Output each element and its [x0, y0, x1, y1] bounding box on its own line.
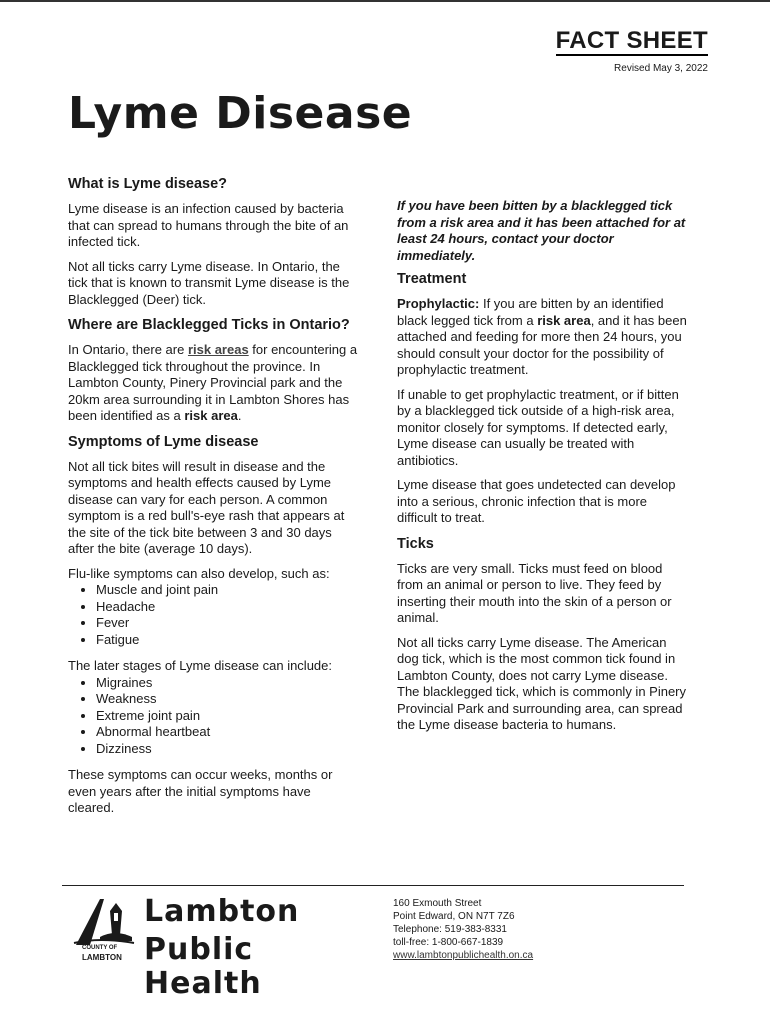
prophylactic-paragraph — [397, 296, 687, 379]
logo-text-lambton: Lambton — [144, 894, 300, 929]
later-symptoms-list — [68, 675, 358, 758]
logo-text-public-health: Public Health — [144, 932, 262, 1001]
ticks-paragraph-1: Ticks are very small. Ticks must feed on blood from an animal or person to live. They feed by inserting their mouth into the skin of a person or animal. — [397, 560, 672, 625]
lambton-public-health-logo — [70, 893, 360, 1001]
where-risk-area-bold: risk area — [184, 408, 238, 423]
county-of-label: COUNTY OF — [82, 945, 118, 951]
flu-symptoms-list — [68, 582, 358, 648]
bite-callout: If you have been bitten by a blacklegged tick from a risk area and it has been attached for at least 24 hours, contact your doctor immediately. — [397, 198, 686, 263]
county-name-label: LAMBTON — [82, 953, 122, 962]
flu-intro: Flu-like symptoms can also develop, such as: — [68, 565, 330, 581]
where-paragraph — [68, 342, 358, 425]
where-text-mid: for encountering a Blacklegged tick throughout the province. In Lambton County, Pinery Provincial park and the 20km area surrounding it in Lambton Shores has been identified as a — [68, 342, 358, 423]
contact-address-block — [393, 897, 533, 962]
where-text-pre: In Ontario, there are — [68, 342, 188, 357]
list-item: • Dizziness — [96, 741, 358, 758]
list-item: • Weakness — [96, 691, 358, 708]
unable-paragraph: If unable to get prophylactic treatment, or if bitten by a blacklegged tick outside of a high-risk area, monitor closely for symptoms. If detected early, Lyme disease can usually be treated with antibiotics. — [397, 386, 679, 468]
phone-number: Telephone: 519-383-8331 — [393, 924, 507, 935]
list-item: • Headache — [96, 599, 358, 616]
list-item: • Abnormal heartbeat — [96, 724, 358, 741]
weeks-paragraph: These symptoms can occur weeks, months or even years after the initial symptoms have cleared. — [68, 767, 333, 815]
symptoms-paragraph: Not all tick bites will result in disease and the symptoms and health effects caused by Lyme disease can vary for each person. A common symptom is a red bull's-eye rash that appears at the site of the tick bite between 3 and 30 days after the bite (average 10 days). — [68, 458, 345, 556]
list-item: • Fatigue — [96, 632, 358, 649]
list-item: • Migraines — [96, 675, 358, 692]
address-street: 160 Exmouth Street — [393, 898, 482, 909]
top-border-line — [0, 0, 770, 2]
website-link[interactable]: www.lambtonpublichealth.on.ca — [393, 950, 534, 961]
prophylactic-risk-area-bold: risk area — [537, 312, 591, 328]
what-paragraph-2: Not all ticks carry Lyme disease. In Ontario, the tick that is known to transmit Lyme disease is the Blacklegged (Deer) tick. — [68, 258, 350, 307]
where-text-end: . — [237, 408, 242, 423]
heading-symptoms: Symptoms of Lyme disease — [68, 433, 259, 450]
list-item: • Fever — [96, 615, 358, 632]
tollfree-number: toll-free: 1-800-667-1839 — [393, 937, 504, 948]
fact-sheet-label: FACT SHEET — [555, 27, 708, 54]
prophylactic-text-b: , and it has been attached and feeding for more then 24 hours, you should consult your doctor for the possibility of prophylactic treatment. — [397, 312, 687, 377]
list-item: • Extreme joint pain — [96, 708, 358, 725]
left-column — [68, 175, 358, 825]
heading-ticks: Ticks — [397, 535, 434, 552]
page-title: Lyme Disease — [68, 88, 413, 139]
county-emblem-icon — [70, 893, 136, 949]
revised-date: Revised May 3, 2022 — [614, 63, 708, 74]
undetected-paragraph: Lyme disease that goes undetected can develop into a serious, chronic infection that is more difficult to treat. — [397, 477, 676, 525]
ticks-paragraph-2: Not all ticks carry Lyme disease. The American dog tick, which is the most common tick found in Lambton County, does not carry Lyme disease. The blacklegged tick, which is commonly in Pinery Provincial Park and surrounding area, can spread the Lyme disease bacteria to humans. — [397, 634, 687, 732]
prophylactic-text-a: If you are bitten by an identified black legged tick from a — [397, 296, 664, 328]
later-intro: The later stages of Lyme disease can include: — [68, 658, 332, 673]
prophylactic-label: Prophylactic: — [397, 296, 480, 311]
heading-where-ticks: Where are Blacklegged Ticks in Ontario? — [68, 317, 350, 333]
heading-treatment: Treatment — [397, 271, 467, 287]
footer-divider — [62, 885, 684, 886]
list-item: • Muscle and joint pain — [96, 582, 358, 599]
heading-what-is-lyme: What is Lyme disease? — [68, 176, 228, 192]
right-column — [397, 198, 687, 742]
risk-areas-link[interactable]: risk areas — [187, 342, 249, 357]
what-paragraph-1: Lyme disease is an infection caused by bacteria that can spread to humans through the bite of an infected tick. — [68, 201, 349, 249]
address-city: Point Edward, ON N7T 7Z6 — [393, 911, 515, 922]
